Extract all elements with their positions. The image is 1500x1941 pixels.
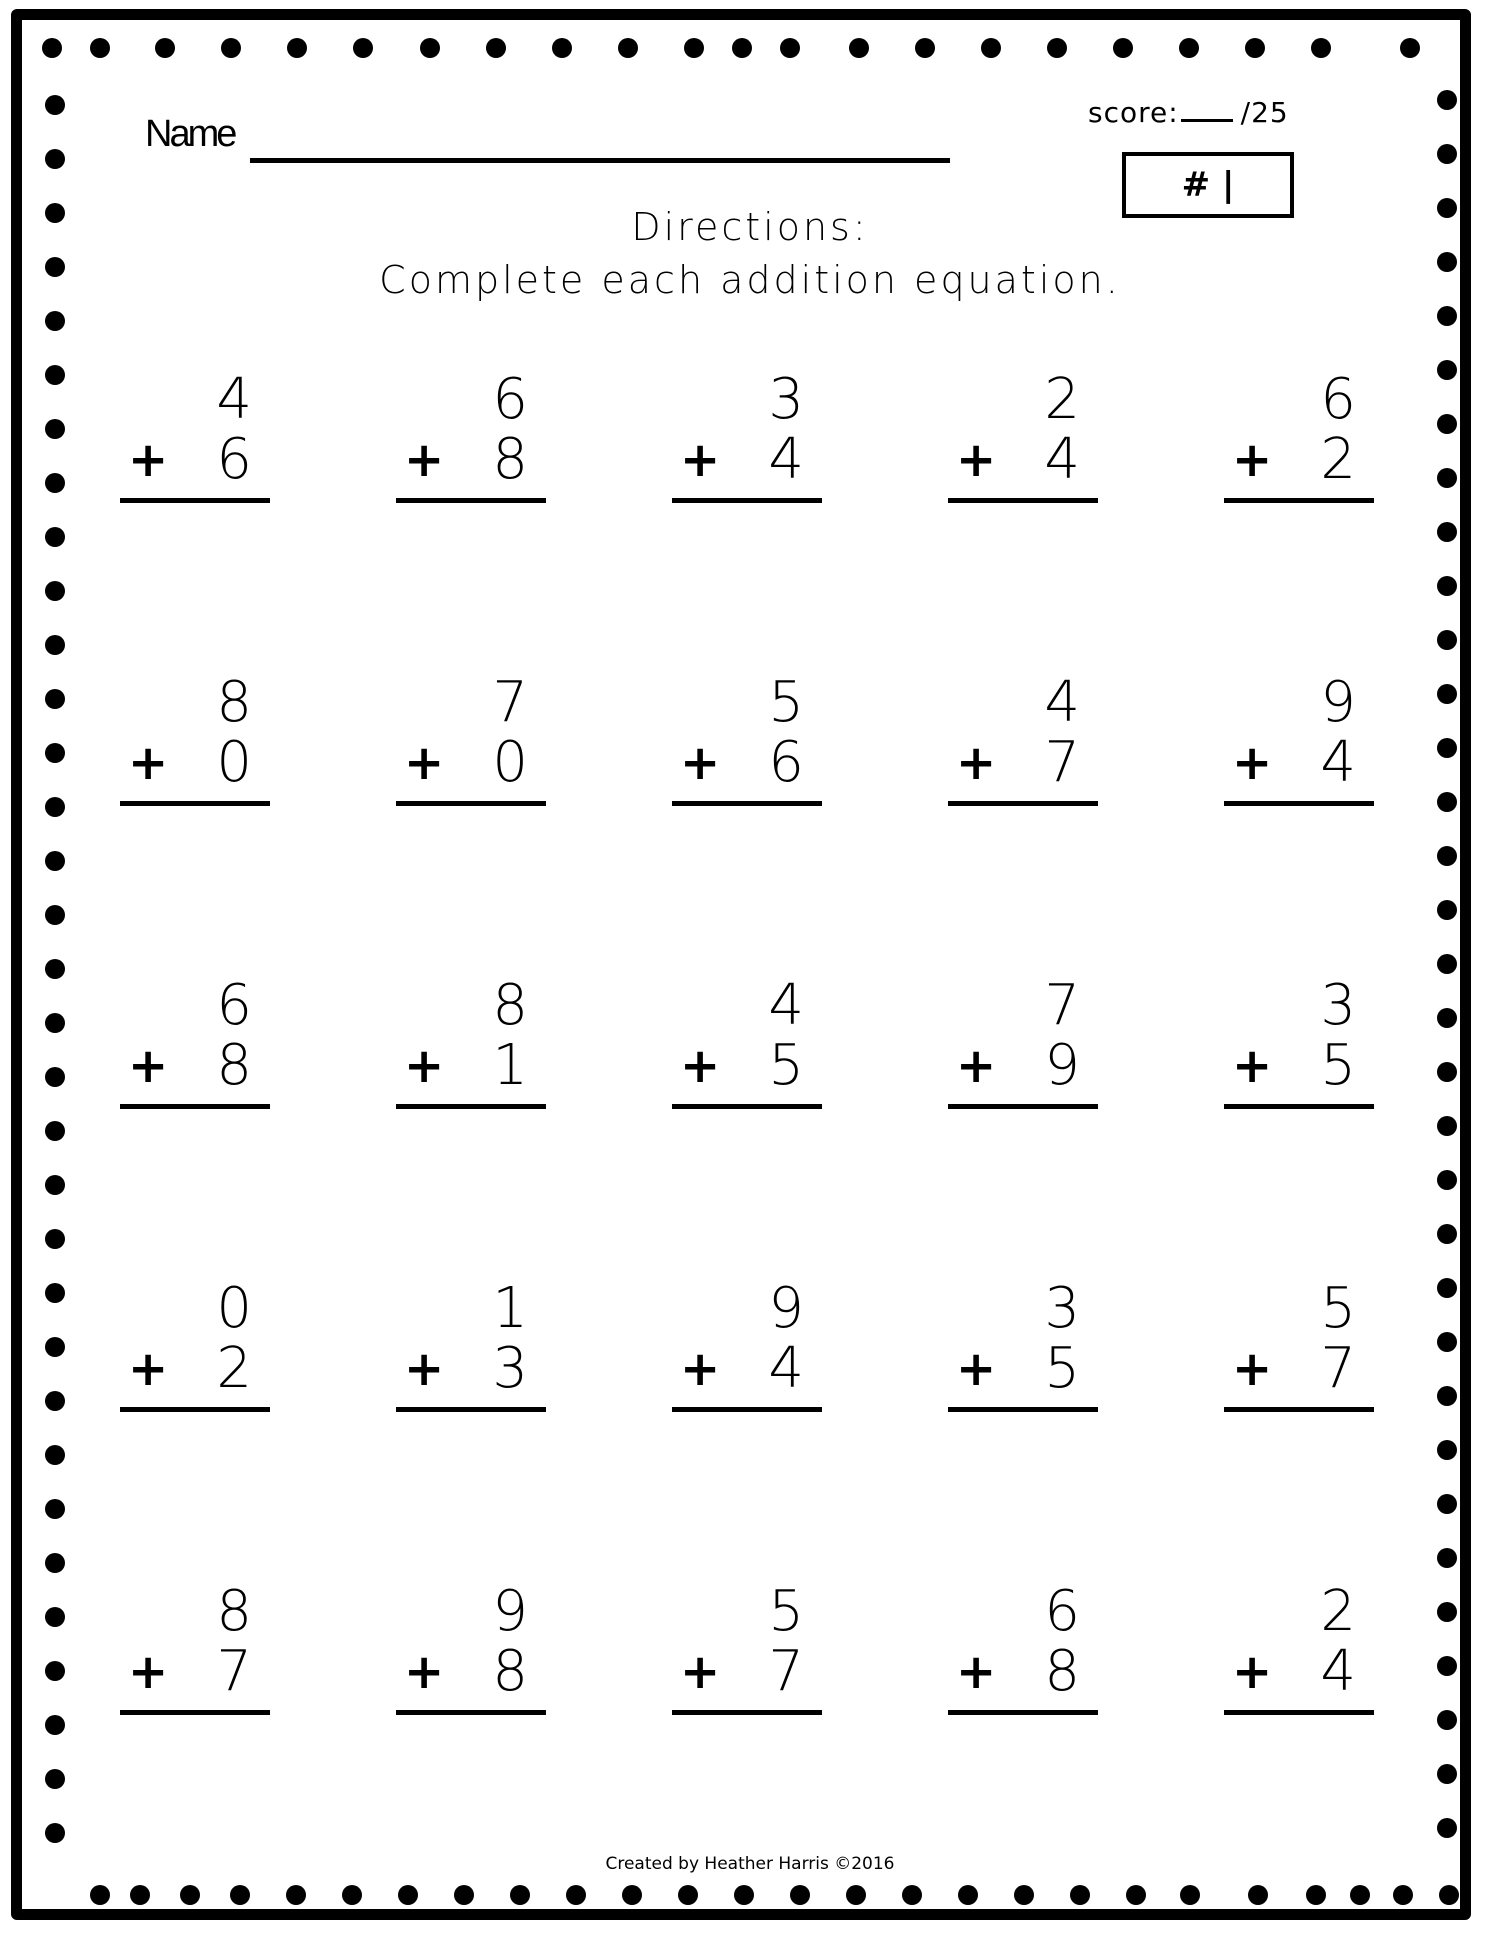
answer-line[interactable] <box>396 1710 546 1715</box>
addition-problem <box>1224 1276 1374 1429</box>
plus-sign: + <box>956 1341 997 1397</box>
top-addend: 5 <box>768 670 804 735</box>
plus-sign: + <box>680 1341 721 1397</box>
name-label: Name <box>145 113 235 155</box>
bottom-addend: 2 <box>1320 427 1356 492</box>
addition-problem <box>948 973 1098 1126</box>
plus-sign: + <box>680 1644 721 1700</box>
plus-sign: + <box>128 1038 169 1094</box>
bottom-addend: 8 <box>1044 1639 1080 1704</box>
answer-line[interactable] <box>120 1710 270 1715</box>
addition-problem <box>1224 367 1374 520</box>
addition-problem <box>948 1276 1098 1429</box>
score-field <box>1088 96 1289 129</box>
answer-line[interactable] <box>396 1407 546 1412</box>
answer-line[interactable] <box>120 1104 270 1109</box>
top-addend: 9 <box>768 1276 804 1341</box>
addition-problem <box>672 973 822 1126</box>
answer-line[interactable] <box>948 1407 1098 1412</box>
bottom-addend: 4 <box>1044 427 1080 492</box>
top-addend: 5 <box>768 1579 804 1644</box>
bottom-addend: 4 <box>768 427 804 492</box>
bottom-addend: 7 <box>768 1639 804 1704</box>
addition-problem <box>672 1276 822 1429</box>
answer-line[interactable] <box>120 801 270 806</box>
addition-problem <box>396 973 546 1126</box>
plus-sign: + <box>956 735 997 791</box>
top-addend: 9 <box>1320 670 1356 735</box>
addition-problem <box>1224 973 1374 1126</box>
plus-sign: + <box>404 1341 445 1397</box>
score-input-blank[interactable] <box>1181 97 1233 122</box>
top-addend: 9 <box>492 1579 528 1644</box>
top-addend: 6 <box>1044 1579 1080 1644</box>
top-addend: 3 <box>768 367 804 432</box>
addition-problem <box>1224 1579 1374 1732</box>
answer-line[interactable] <box>396 498 546 503</box>
top-addend: 6 <box>216 973 252 1038</box>
bottom-addend: 6 <box>768 730 804 795</box>
bottom-addend: 4 <box>1320 730 1356 795</box>
top-addend: 4 <box>216 367 252 432</box>
answer-line[interactable] <box>948 498 1098 503</box>
bottom-addend: 7 <box>1044 730 1080 795</box>
plus-sign: + <box>1232 735 1273 791</box>
plus-sign: + <box>680 432 721 488</box>
addition-problem <box>396 1579 546 1732</box>
addition-problem <box>948 1579 1098 1732</box>
plus-sign: + <box>128 735 169 791</box>
worksheet-number: # | <box>1181 165 1235 205</box>
top-addend: 8 <box>216 1579 252 1644</box>
top-addend: 3 <box>1320 973 1356 1038</box>
addition-problem <box>396 1276 546 1429</box>
plus-sign: + <box>680 735 721 791</box>
top-addend: 5 <box>1320 1276 1356 1341</box>
top-addend: 7 <box>1044 973 1080 1038</box>
top-addend: 6 <box>1320 367 1356 432</box>
plus-sign: + <box>1232 1644 1273 1700</box>
answer-line[interactable] <box>1224 1407 1374 1412</box>
addition-problem <box>120 1276 270 1429</box>
directions-title: Directions: <box>631 205 869 249</box>
plus-sign: + <box>404 735 445 791</box>
top-addend: 4 <box>768 973 804 1038</box>
bottom-addend: 9 <box>1044 1033 1080 1098</box>
top-addend: 3 <box>1044 1276 1080 1341</box>
top-addend: 7 <box>492 670 528 735</box>
answer-line[interactable] <box>672 801 822 806</box>
bottom-addend: 7 <box>1320 1336 1356 1401</box>
answer-line[interactable] <box>672 1710 822 1715</box>
plus-sign: + <box>128 1644 169 1700</box>
bottom-addend: 5 <box>1320 1033 1356 1098</box>
bottom-addend: 8 <box>216 1033 252 1098</box>
plus-sign: + <box>956 1644 997 1700</box>
addition-problem <box>120 973 270 1126</box>
answer-line[interactable] <box>672 1407 822 1412</box>
top-addend: 8 <box>492 973 528 1038</box>
bottom-addend: 8 <box>492 427 528 492</box>
addition-problem <box>672 670 822 823</box>
addition-problem <box>120 1579 270 1732</box>
plus-sign: + <box>404 1644 445 1700</box>
plus-sign: + <box>680 1038 721 1094</box>
answer-line[interactable] <box>120 1407 270 1412</box>
bottom-addend: 5 <box>768 1033 804 1098</box>
answer-line[interactable] <box>120 498 270 503</box>
bottom-addend: 4 <box>1320 1639 1356 1704</box>
score-label: score: <box>1088 96 1179 129</box>
addition-problem <box>672 1579 822 1732</box>
addition-problem <box>948 670 1098 823</box>
bottom-addend: 7 <box>216 1639 252 1704</box>
answer-line[interactable] <box>948 1104 1098 1109</box>
answer-line[interactable] <box>1224 1104 1374 1109</box>
top-addend: 6 <box>492 367 528 432</box>
answer-line[interactable] <box>396 1104 546 1109</box>
plus-sign: + <box>956 432 997 488</box>
answer-line[interactable] <box>1224 801 1374 806</box>
addition-problem <box>396 670 546 823</box>
addition-problem <box>396 367 546 520</box>
plus-sign: + <box>404 1038 445 1094</box>
addition-problem <box>120 670 270 823</box>
addition-problem <box>120 367 270 520</box>
top-addend: 1 <box>492 1276 528 1341</box>
answer-line[interactable] <box>672 1104 822 1109</box>
answer-line[interactable] <box>948 801 1098 806</box>
answer-line[interactable] <box>1224 498 1374 503</box>
top-addend: 4 <box>1044 670 1080 735</box>
bottom-addend: 2 <box>216 1336 252 1401</box>
directions-text: Complete each addition equation. <box>379 258 1121 302</box>
plus-sign: + <box>128 432 169 488</box>
answer-line[interactable] <box>1224 1710 1374 1715</box>
addition-problem <box>1224 670 1374 823</box>
bottom-addend: 6 <box>216 427 252 492</box>
plus-sign: + <box>404 432 445 488</box>
plus-sign: + <box>1232 1038 1273 1094</box>
plus-sign: + <box>128 1341 169 1397</box>
bottom-addend: 4 <box>768 1336 804 1401</box>
addition-problem <box>948 367 1098 520</box>
addition-problem <box>672 367 822 520</box>
plus-sign: + <box>1232 432 1273 488</box>
plus-sign: + <box>1232 1341 1273 1397</box>
top-addend: 2 <box>1320 1579 1356 1644</box>
bottom-addend: 0 <box>216 730 252 795</box>
score-total: /25 <box>1240 96 1289 129</box>
answer-line[interactable] <box>948 1710 1098 1715</box>
plus-sign: + <box>956 1038 997 1094</box>
bottom-addend: 3 <box>492 1336 528 1401</box>
footer-credit: Created by Heather Harris ©2016 <box>605 1854 895 1874</box>
top-addend: 8 <box>216 670 252 735</box>
top-addend: 0 <box>216 1276 252 1341</box>
bottom-addend: 1 <box>492 1033 528 1098</box>
answer-line[interactable] <box>396 801 546 806</box>
name-input-line[interactable] <box>250 158 950 163</box>
bottom-addend: 0 <box>492 730 528 795</box>
bottom-addend: 5 <box>1044 1336 1080 1401</box>
bottom-addend: 8 <box>492 1639 528 1704</box>
top-addend: 2 <box>1044 367 1080 432</box>
answer-line[interactable] <box>672 498 822 503</box>
